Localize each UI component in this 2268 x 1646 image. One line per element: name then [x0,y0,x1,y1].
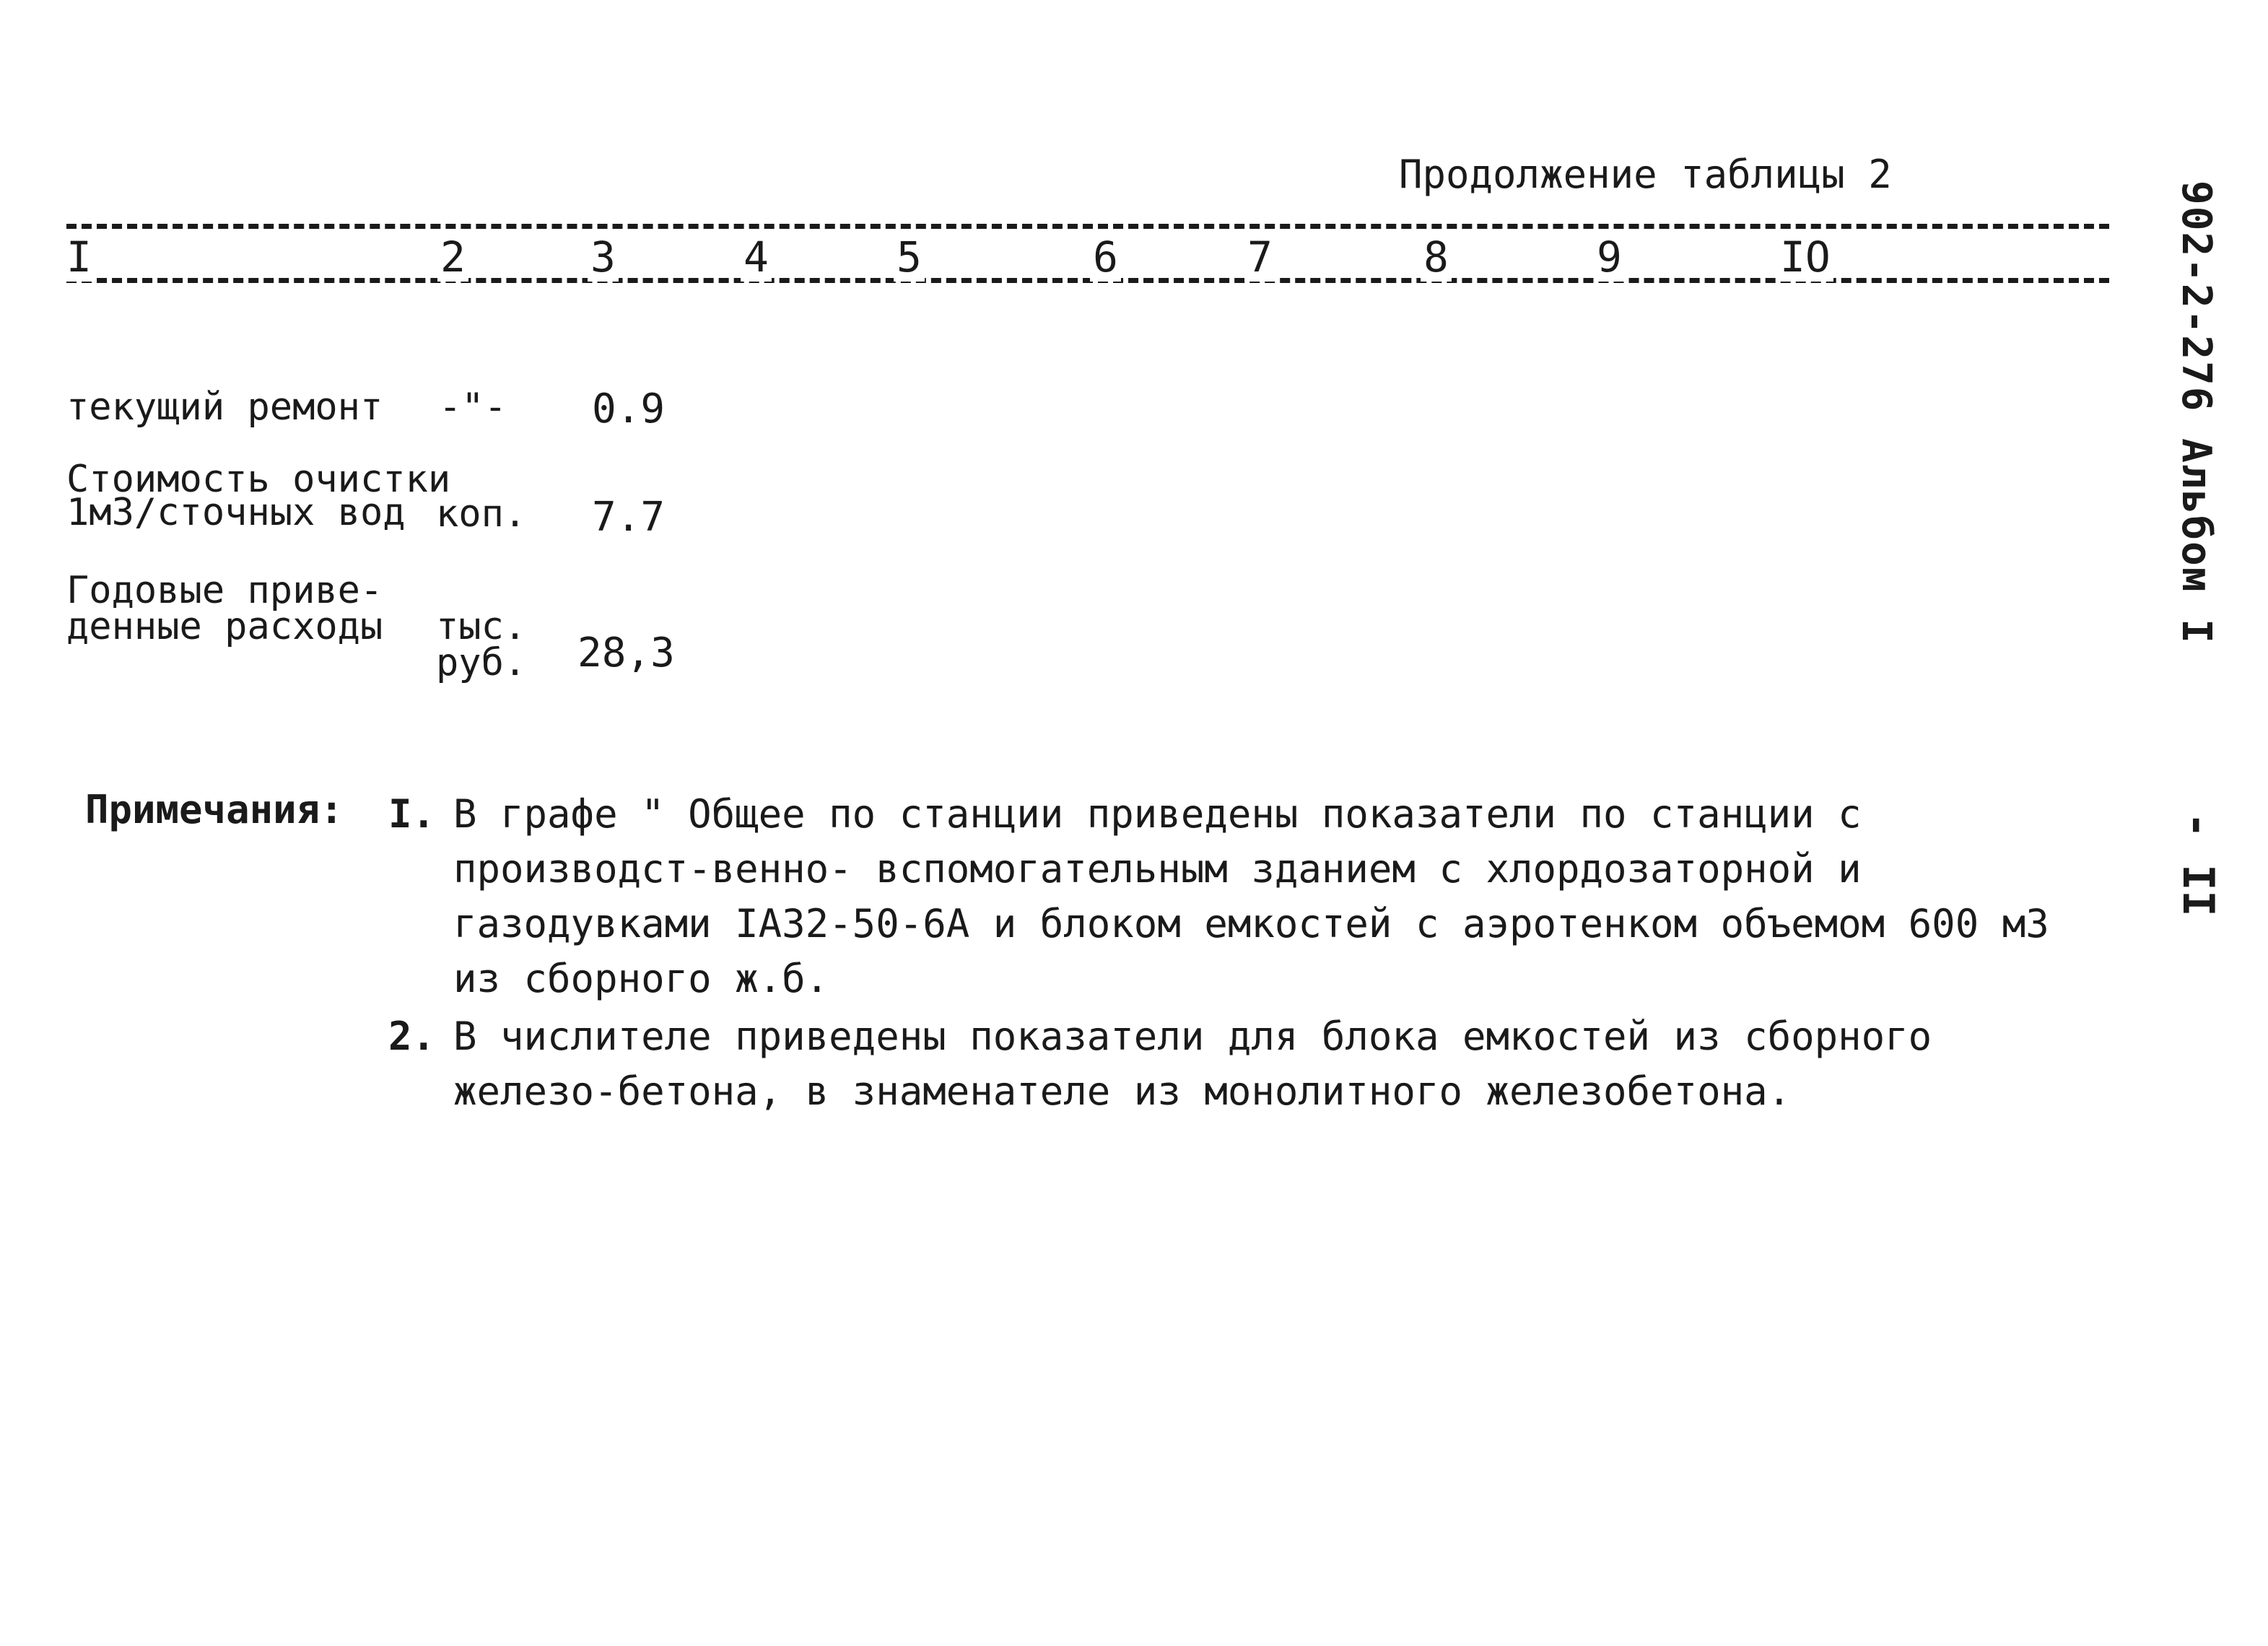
row-name-cleaning-cost-line-1: Стоимость очистки [66,458,451,501]
column-number-10: IO [1777,232,1833,282]
row-value-cleaning-cost: 7.7 [592,494,666,541]
row-name-cleaning-cost-line-2: 1м3/сточных вод [66,491,406,534]
note-1-text: В графе " Общее по станции приведены показатели по станции с производст-венно- вспомогательным зданием с хлордозаторной и газодувками IA32-50-6A и блоком емкостей с аэротенком объемом 600 м3 из сборного ж.б. [453,791,2049,1001]
row-unit-current-repair: -"- [439,386,507,429]
row-value-annual-costs: 28,3 [577,630,675,676]
column-number-7: 7 [1244,232,1275,282]
row-unit-annual-costs-line-1: тыс. [436,605,527,648]
row-unit-cleaning-cost: коп. [436,492,527,536]
column-number-5: 5 [894,232,925,282]
column-number-4: 4 [741,232,772,282]
note-1-number: I. [388,791,436,837]
note-2-text: В числителе приведены показатели для блока емкостей из сборного железо-бетона, в знаменателе из монолитного железобетона. [453,1014,1932,1114]
page-number: - II [2173,812,2223,917]
row-name-annual-costs-line-1: Годовые приве- [66,569,383,612]
column-number-1: I [64,232,95,282]
table-top-rule [66,224,2109,229]
table-caption: Продолжение таблицы 2 [1399,152,1892,197]
column-number-8: 8 [1421,232,1452,282]
note-2-number: 2. [388,1014,436,1059]
column-number-2: 2 [437,232,468,282]
column-number-6: 6 [1090,232,1121,282]
row-name-annual-costs-line-2: денные расходы [66,605,383,648]
notes-label: Примечания: [85,787,344,832]
row-name-current-repair: текущий ремонт [66,386,383,429]
row-unit-annual-costs-line-2: руб. [436,641,527,684]
document-code: 902-2-276 Альбом I [2173,180,2220,645]
column-number-3: 3 [588,232,619,282]
row-value-current-repair: 0.9 [592,386,666,432]
column-number-9: 9 [1594,232,1625,282]
